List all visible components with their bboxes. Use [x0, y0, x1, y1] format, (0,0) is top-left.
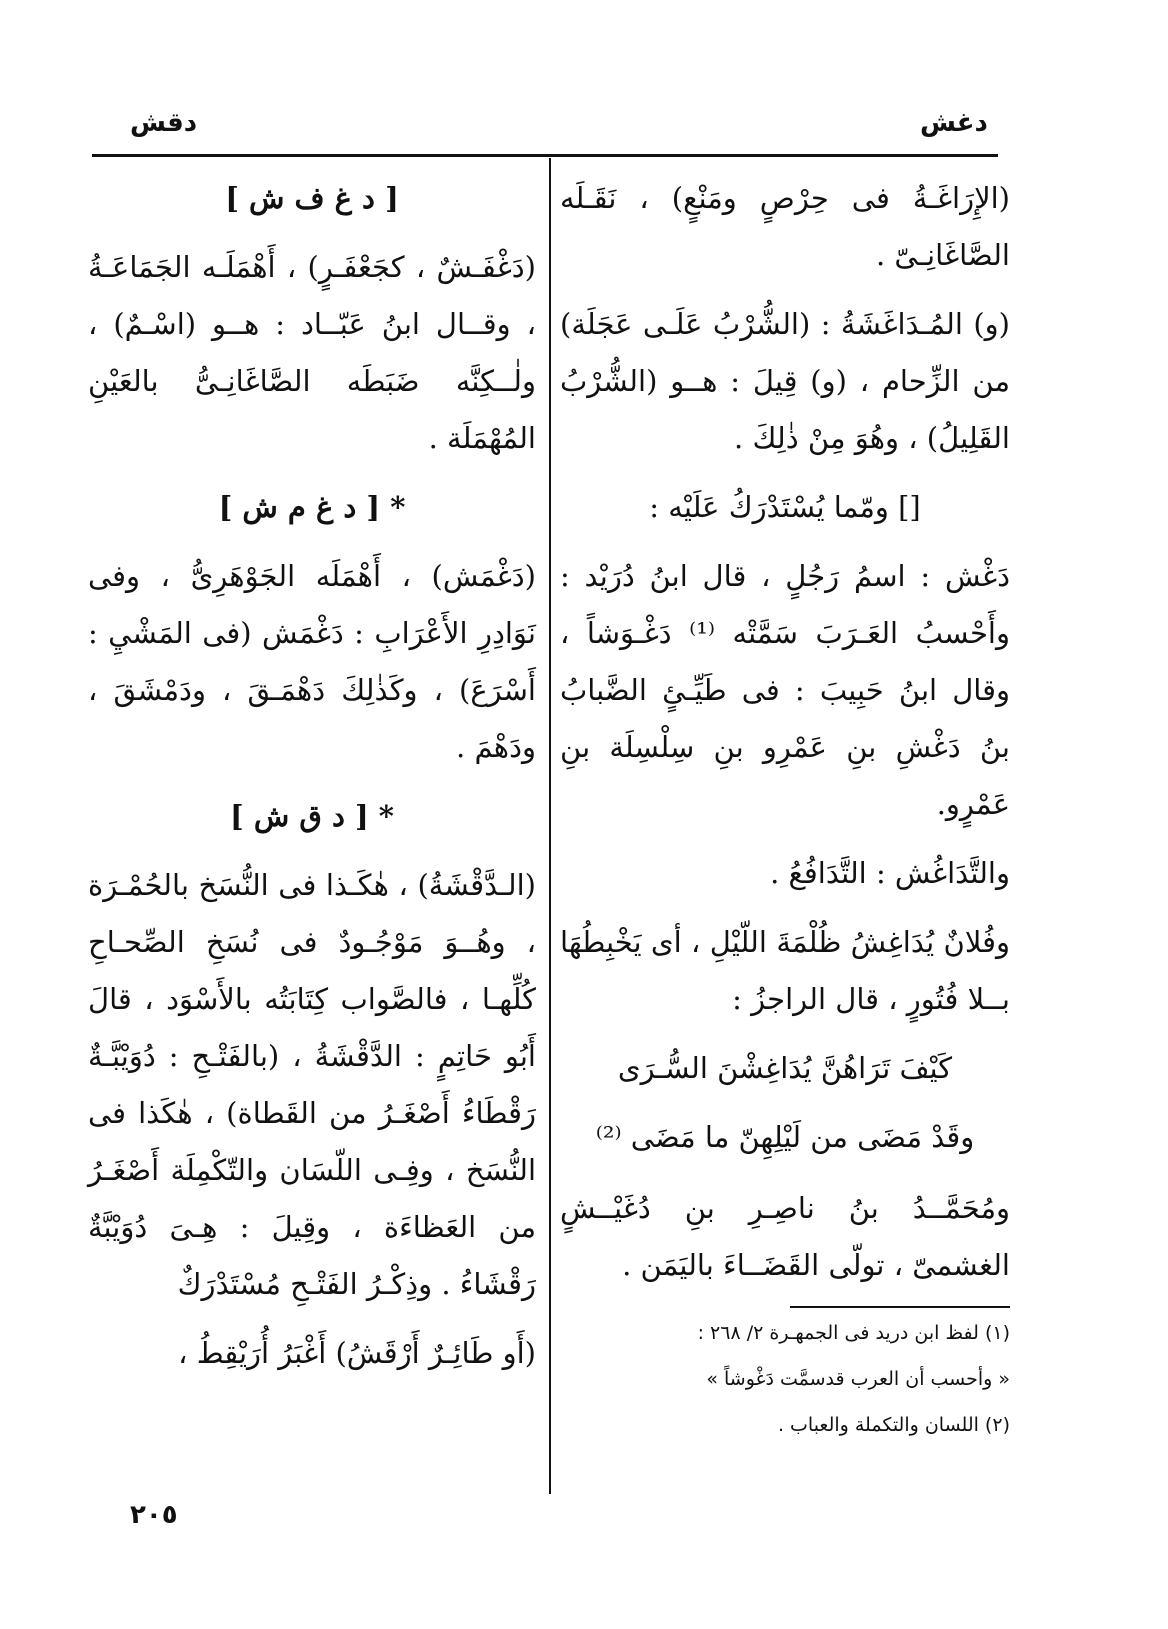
footnote: (٢) اللسان والتكملة والعباب .	[777, 1414, 1010, 1436]
running-head-left: دقش	[130, 108, 198, 138]
verse-line: كَيْفَ تَرَاهُنَّ يُدَاغِشْنَ السُّـرَى	[617, 1051, 953, 1085]
footnote: « وأحسب أن العرب قدسمَّت دَغْوشاً »	[706, 1368, 1010, 1390]
left-column	[88, 170, 536, 1394]
section-note: [] ومّما يُسْتَدْرَكُ عَلَيْه :	[649, 490, 921, 524]
entry-heading: * [ د ق ش ]	[230, 799, 394, 833]
paragraph: والتَّدَاغُش : التَّدَافُعُ .	[770, 856, 1010, 890]
entry-heading: * [ د غ م ش ]	[218, 490, 406, 524]
paragraph: (و) المُـدَاغَشَةُ : (الشُّرْبُ عَلَـى عَجَلَة) من الزِّحام ، (و) قِيلَ : هــو (الشُّرْبُ القَلِيلُ) ، وهُوَ مِنْ ذٰلِكَ .	[560, 307, 1010, 455]
running-head-right: دغش	[920, 108, 988, 138]
column-divider	[549, 158, 551, 1494]
right-column	[560, 170, 1010, 1454]
paragraph: دَغْش : اسمُ رَجُلٍ ، قال ابنُ دُرَيْد : وأَحْسبُ العَـرَبَ سَمَّتْه ⁽¹⁾ دَغْـوَشاً ، وقال ابنُ حَبِيبَ : فى طَيِّـئٍ الضَّبابُ بنُ دَغْشِ بنِ عَمْرِو بنِ سِلْسِلَة بنِ عَمْرٍو.	[560, 559, 1010, 821]
paragraph: ومُحَمَّــدُ بنُ ناصِـرِ بنِ دُغَيْــشٍ الغشمىّ ، تولّى القَضَــاءَ باليَمَن .	[560, 1191, 1010, 1282]
entry-text: (أَو طَائِـرٌ أَرْقَشُ) أَغْبَرُ أُرَيْقِطُ ،	[178, 1336, 536, 1370]
entry-text: (الـدَّقْشَةُ) ، هٰكَـذا فى النُّسَخ بالحُمْـرَة ، وهُــوَ مَوْجُـودٌ فى نُسَخِ الصِّحـاحِ كُلِّهـا ، فالصَّواب كِتَابَتُه بالأَسْوَد ، قالَ أَبُو حَاتِمٍ : الدَّقْشَةُ ، (بالفَتْـحِ : دُوَيْبَّـةٌ رَقْطَاءُ أَصْغَـرُ من القَطاة) ، هٰكَذا فى النُّسَخ ، وفِـى اللّسَان والتّكْمِلَة أَصْغَـرُ من العَظاءَة ، وقِيلَ : هِـىَ دُوَيْبَّةٌ رَقْشَاءُ . وذِكْـرُ الفَتْـحِ مُسْتَدْرَكٌ	[88, 868, 536, 1301]
header-rule	[92, 154, 998, 157]
footnote-rule	[790, 1306, 1010, 1308]
page-number: ٢٠٥	[130, 1500, 178, 1530]
verse-line: وقَدْ مَضَى من لَيْلِهِنّ ما مَضَى ⁽²⁾	[595, 1120, 975, 1154]
verse-block	[560, 1040, 1010, 1166]
footnote: (١) لفظ ابن دريد فى الجمهـرة ٢/ ٢٦٨ :	[697, 1322, 1010, 1344]
paragraph: (الإِرَاغَـةُ فى حِرْصٍ ومَنْعٍ) ، نَقَـلَه الصَّاغَانِـىّ .	[560, 181, 1010, 272]
paragraph: وفُلانٌ يُدَاغِشُ ظُلْمَةَ اللّيْلِ ، أى يَخْبِطُهَا بــلا فُتُورٍ ، قال الراجزُ :	[560, 925, 1010, 1016]
entry-heading: [ د غ ف ش ]	[225, 181, 399, 215]
entry-text: (دَغْمَش) ، أَهْمَلَه الجَوْهَرِىُّ ، وفى نَوَادِرِ الأَعْرَابِ : دَغْمَش (فى المَشْيِ : أَسْرَعَ) ، وكَذٰلِكَ دَهْمَـقَ ، ودَمْشَقَ ، ودَهْمَ .	[88, 559, 536, 764]
entry-text: (دَغْفَـشٌ ، كجَعْفَـرٍ) ، أَهْمَلَـه الجَمَاعَـةُ ، وقــال ابنُ عَبّــاد : هــو (اسْـمٌ) ، ولٰــكِنَّه ضَبَطَه الصَّاغَانِـىُّ بالعَيْنِ المُهْمَلَة .	[88, 250, 536, 455]
